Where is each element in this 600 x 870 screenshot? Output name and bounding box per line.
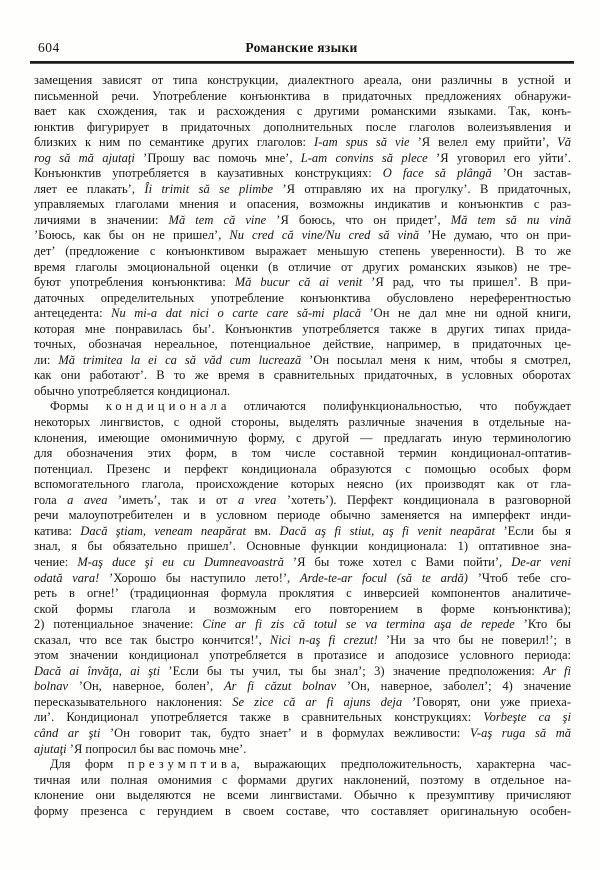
text-run: клонение они выделяются не всеми лингвистами. Обычно к презумптиву причисляют (34, 788, 571, 803)
romanian-example: Mă bucur că ai venit (234, 275, 363, 290)
text-line (34, 415, 571, 431)
text-line (34, 73, 571, 89)
text-run: ’Хорошо бы наступило лето!’, (99, 570, 300, 585)
text-line (34, 695, 571, 711)
text-line (34, 493, 571, 509)
romanian-example: Ar fi căzut bolnav (223, 679, 337, 694)
text-line (34, 431, 571, 447)
romanian-example: V-aş ruga să mă (469, 725, 572, 740)
text-run: катива: (34, 523, 81, 538)
text-line (34, 151, 571, 167)
text-line (34, 710, 571, 726)
text-line (34, 742, 571, 758)
running-title: Романские языки (245, 40, 358, 55)
text-run: ли’. Кондиционал употребляется также в сравнительных конструкциях: (34, 710, 484, 725)
romanian-example: Nu mi-a dat nici o carte care să-mi placă (111, 306, 361, 321)
romanian-example: Dacă aş fi stiut, aş fi venit neapărat (279, 523, 496, 538)
romanian-example: Îi trimit să se plimbe (144, 181, 274, 196)
paragraph (34, 399, 571, 757)
text-run: управляемых глаголами мнения и опасения, возможны индикатив и конъюнктив с раз- (34, 197, 571, 212)
text-line (34, 399, 571, 415)
text-line (34, 135, 571, 151)
text-run: буют употребления конъюнктива: (34, 275, 235, 290)
romanian-example: Ar fi (543, 663, 571, 678)
text-run: личиями в значении: (34, 212, 169, 227)
text-run: тичная или полная омонимия с формами других наклонений, поэтому в отдельное на- (34, 772, 571, 787)
text-line (34, 524, 571, 540)
page-body (34, 73, 571, 819)
romanian-example: Cine ar fi zis că totul se va termina aşa de repede (202, 617, 515, 632)
text-run: пересказывательного наклонения: (34, 694, 233, 709)
text-run: ’Я попросил бы вас помочь мне’. (66, 741, 247, 756)
text-run: ’Я отправляю их на прогулку’. В придаточных, (273, 181, 571, 196)
text-run: ’Ни за что бы не поверил!’; в (377, 632, 571, 647)
romanian-example: Nici n-aş fi crezut! (269, 632, 378, 647)
romanian-example: Dacă ştiam, veneam neapărat (80, 523, 247, 538)
text-run: ’Я рад, что ты пришел’. В при- (362, 275, 571, 290)
text-line (34, 228, 571, 244)
text-run: потенциал. Презенс и перфект кондиционала образуются с помощью особых форм (34, 461, 571, 476)
romanian-example: Nu cred că vine/Nu cred să vină (229, 228, 420, 243)
text-run: дет’ (предложение с конъюнктивом выражает меньшую степень уверенности). В то же (34, 244, 571, 259)
text-run: ’Если бы ты учил, ты бы знал’; 3) значение предположения: (160, 663, 544, 678)
text-run: ляет ее плакать’, (34, 181, 145, 196)
text-line (34, 384, 571, 400)
text-run: знал, я бы обязательно пришел’. Основные функции кондиционала: 1) оптативное зна- (34, 539, 571, 554)
text-run: ’Он, наверное, болен’, (68, 679, 224, 694)
running-head (30, 40, 573, 58)
romanian-example: odată vara! (34, 570, 100, 585)
text-run: близких к ним по семантике других глаголов: (34, 135, 314, 150)
romanian-example: Mă tem să nu vină (450, 212, 571, 227)
romanian-example: I-am spus să vie (314, 135, 410, 150)
romanian-example: a avea (67, 492, 108, 507)
text-line (34, 275, 571, 291)
text-run: ’иметь’, так и от (107, 492, 238, 507)
text-run: ’Я бы тоже хотел с Вами пойти’, (283, 554, 512, 569)
romanian-example: Vă (557, 135, 572, 150)
romanian-example: O face să plângă (382, 166, 492, 181)
text-run: ’Говорят, они уже приеха- (402, 694, 571, 709)
text-run: вает как схождения, так и расхождения с другими романскими языками. Так, конъ- (34, 104, 571, 119)
text-run: юнктив фигурирует в придаточных дополнительных после глаголов волеизъявления и (34, 119, 571, 134)
text-run: как они работают’. В то же время в сравнительных придаточных, в условных оборотах (34, 368, 571, 383)
text-line (34, 555, 571, 571)
text-run: ’Боюсь, как бы он не пришел’, (34, 228, 230, 243)
text-run: ли: (34, 352, 59, 367)
text-run: Конъюнктив употребляется в каузативных конструкциях: (34, 166, 383, 181)
text-run: ’Он говорит так, будто знает’ и в формулах вежливости: (100, 725, 470, 740)
text-line (34, 306, 571, 322)
text-line (34, 586, 571, 602)
text-line (34, 260, 571, 276)
text-run: отличаются полифункциональностью, что побуждает (226, 399, 571, 414)
text-run: ’хотеть’). Перфект кондиционала в разговорной (276, 492, 571, 507)
text-line (34, 213, 571, 229)
text-run: ской формы глагола и возможным его повторением в форме конъюнктива); (34, 601, 571, 616)
text-line (34, 788, 571, 804)
text-run: замещения зависят от типа конструкции, диалектного ареала, они различны в устной и (34, 73, 571, 87)
text-run: вм. (246, 523, 280, 538)
text-line (34, 804, 571, 820)
romanian-example: când ar şti (34, 725, 101, 740)
text-run: форму презенса с герундием в своем составе, что составляет оригинальную особен- (34, 803, 571, 818)
text-line (34, 322, 571, 338)
text-run: которая мне понравилась бы’. Конъюнктив употребляется также в других типах прида- (34, 321, 571, 336)
text-line (34, 89, 571, 105)
paragraph (34, 757, 571, 819)
text-run: ’Я уговорил его уйти’. (427, 150, 572, 165)
text-run: даточных определительных употребление конъюнктива обусловлено нереферентностью (34, 290, 571, 305)
text-line (34, 477, 571, 493)
text-run: 2) потенциальное значение: (34, 617, 203, 632)
text-run: ’Прошу вас помочь мне’, (134, 150, 301, 165)
romanian-example: Mă tem că vine (168, 212, 267, 227)
text-line (34, 617, 571, 633)
text-run: Формы (50, 399, 106, 414)
page-number: 604 (38, 40, 60, 55)
text-line (34, 757, 571, 773)
text-line (34, 633, 571, 649)
text-line (34, 664, 571, 680)
romanian-example: L-am convins să plece (300, 150, 428, 165)
text-line (34, 446, 571, 462)
text-run: ’Я боюсь, что он придет’, (266, 212, 451, 227)
text-run: ’Не думаю, что он при- (419, 228, 571, 243)
text-run: ’Чтоб тебе сго- (467, 570, 571, 585)
text-run: чение: (34, 554, 78, 569)
text-run: точных, обозначая нереальное, потенциальное действие, например, в придаточных це- (34, 337, 571, 352)
text-run: письменной речи. Употребление конъюнктива в придаточных предложениях обнаружи- (34, 88, 571, 103)
text-run: время глаголы эмоциональной оценки (в отличие от других романских языков) не тре- (34, 259, 571, 274)
text-line (34, 337, 571, 353)
text-run: этом значении кондиционал употребляется в протазисе и аподозисе условного периода: (34, 648, 571, 663)
romanian-example: a vrea (237, 492, 277, 507)
text-run: сказал, что все так быстро кончится!’, (34, 632, 270, 647)
text-run: ’Он не дал мне ни одной книги, (360, 306, 571, 321)
text-run: речи малоупотребителен и в условном периоде обычно заменяется на имперфект инди- (34, 508, 571, 523)
text-line (34, 104, 571, 120)
text-line (34, 244, 571, 260)
romanian-example: Vorbeşte ca şi (483, 710, 571, 725)
text-run: антецедента: (34, 306, 112, 321)
romanian-example: Arde-te-ar focul (să te ardă) (299, 570, 468, 585)
text-line (34, 773, 571, 789)
text-run: ’Я велел ему прийти’, (409, 135, 558, 150)
text-run: гола (34, 492, 68, 507)
text-run: ’Он посылал меня к ним, чтобы я смотрел, (301, 352, 571, 367)
text-run: ’Кто бы (514, 617, 571, 632)
text-run: ’Он застав- (491, 166, 571, 181)
text-line (34, 679, 571, 695)
text-line (34, 462, 571, 478)
text-run: некоторых лингвистов, с одной стороны, выделять различные значения в отдельные на- (34, 415, 571, 430)
header-rule (30, 61, 574, 64)
text-line (34, 726, 571, 742)
text-run: ’Если бы я (495, 523, 571, 538)
romanian-example: rog să mă ajutaţi (34, 150, 135, 165)
romanian-example: Se zice că ar fi ajuns deja (232, 694, 403, 709)
text-line (34, 368, 571, 384)
text-line (34, 291, 571, 307)
romanian-example: Dacă ai învăţa, ai şti (34, 663, 161, 678)
text-line (34, 120, 571, 136)
emphasized-term: презумптива (127, 757, 241, 772)
text-line (34, 539, 571, 555)
text-line (34, 602, 571, 618)
text-line (34, 353, 571, 369)
text-run: реть в огне!’ (традиционная формула проклятия с инверсией компонентов аналитиче- (34, 586, 571, 601)
paragraph (34, 73, 571, 399)
text-run: для обозначения этих форм, в том числе составной термин кондиционал-оптатив- (34, 446, 571, 461)
text-line (34, 166, 571, 182)
text-run: клонения, имеющие омонимичную форму, с другой — предлагать иную терминологию (34, 430, 571, 445)
romanian-example: bolnav (34, 679, 69, 694)
text-run: Для форм (50, 757, 128, 772)
text-run: ’Он, наверное, заболел’; 4) значение (336, 679, 571, 694)
text-line (34, 182, 571, 198)
text-line (34, 571, 571, 587)
text-run: вспомогательного глагола, происхождение которых неясно (их производят как от гла- (34, 477, 571, 492)
romanian-example: De-ar veni (511, 554, 571, 569)
emphasized-term: кондиционала (105, 399, 231, 414)
text-line (34, 648, 571, 664)
text-line (34, 197, 571, 213)
romanian-example: M-aş duce şi eu cu Dumneavoastră (77, 554, 284, 569)
romanian-example: Mă trimitea la ei ca să văd cum lucrează (58, 352, 302, 367)
text-run: , выражающих предположительность, характерна час- (236, 757, 571, 772)
text-run: обычно употребляется кондиционал. (34, 383, 231, 398)
romanian-example: ajutaţi (34, 741, 67, 756)
text-line (34, 508, 571, 524)
